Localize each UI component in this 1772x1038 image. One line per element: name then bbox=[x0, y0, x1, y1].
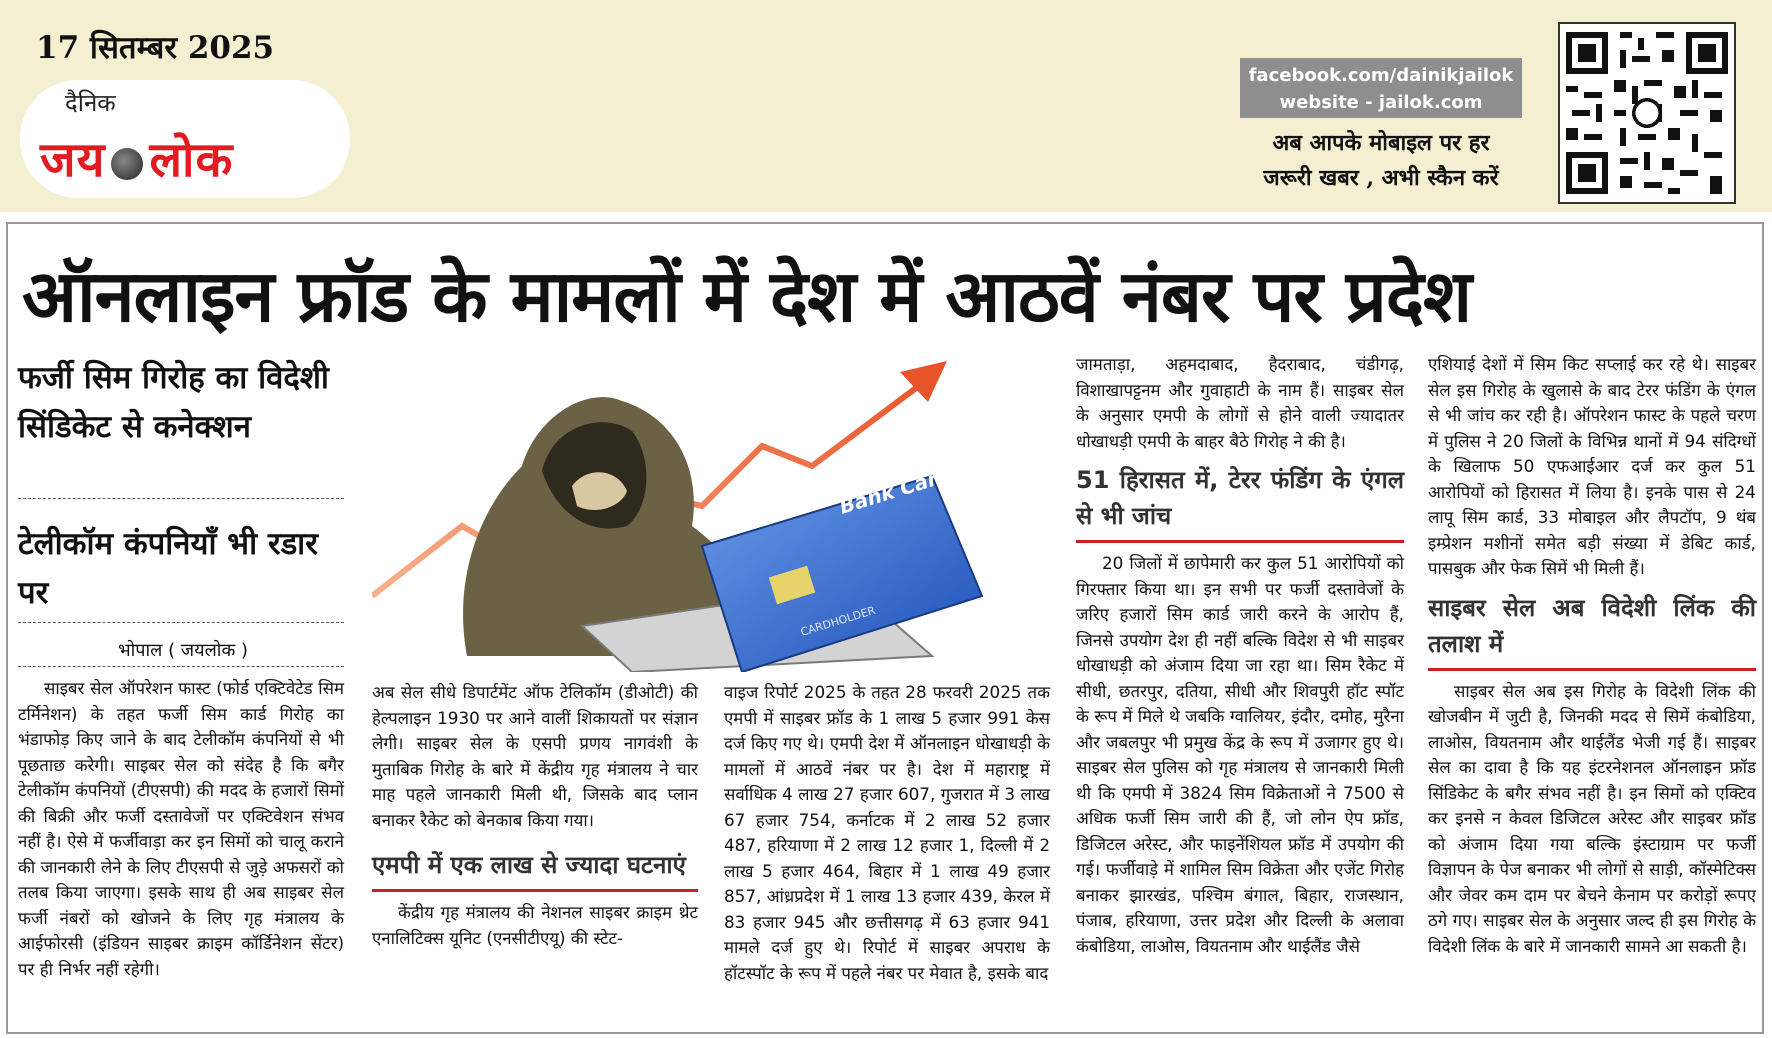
section-subhead: एमपी में एक लाख से ज्यादा घटनाएं bbox=[372, 847, 698, 892]
article-column-3 bbox=[724, 680, 1050, 986]
paragraph: एशियाई देशों में सिम किट सप्लाई कर रहे थे। साइबर सेल इस गिरोह के खुलासे के बाद टेरर फंडिंग के एंगल से भी जांच कर रही है। ऑपरेशन फास्ट के पहले चरण में पुलिस ने 20 जिलों के विभिन्न थानों में 94 संदिग्धों के खिलाफ 50 एफआईआर दर्ज कर कुल 51 आरोपियों को हिरासत में लिया है। इनके पास से 24 लापू सिम कार्ड, 33 मोबाइल और लैपटॉप, 9 थंब इम्प्रेशन मशीनों समेत बड़ी संख्या में डेबिट कार्ड, पासबुक और फेक सिमें भी मिली हैं। bbox=[1428, 354, 1756, 578]
logo-small-text: दैनिक bbox=[65, 89, 116, 117]
paragraph: अब सेल सीधे डिपार्टमेंट ऑफ टेलिकॉम (डीओटी) की हेल्पलाइन 1930 पर आने वालीं शिकायतों पर संज्ञान लेगी। साइबर सेल के एसपी प्रणय नागवंशी के मुताबिक गिरोह के बारे में केंद्रीय गृह मंत्रालय ने चार माह पहले जानकारी मिली थी, जिसके बाद प्लान बनाकर रैकेट को बेनकाब किया गया। bbox=[372, 682, 698, 830]
section-subhead: साइबर सेल अब विदेशी लिंक की तलाश में bbox=[1428, 590, 1756, 671]
issue-date: 17 सितम्बर 2025 bbox=[36, 30, 275, 66]
paragraph: 20 जिलों में छापेमारी कर कुल 51 आरोपियों को गिरफ्तार किया था। इन सभी पर फर्जी दस्तावेजों के जरिए हजारों सिम कार्ड जारी करने के आरोप हैं, जिनसे उपयोग देश ही नहीं बल्कि विदेश से भी साइबर धोखाधड़ी को अंजाम दिया जा रहा था। सिम रैकेट में सीधी, छतरपुर, दतिया, सीधी और शिवपुरी हॉट स्पॉट के रूप में मिले थे जबकि ग्वालियर, इंदौर, दमोह, मुरैना और जबलपुर भी प्रमुख केंद्र के रूप में उजागर हुए थे। साइबर सेल पुलिस को गृह मंत्रालय से जानकारी मिली थी कि एमपी में 3824 सिम विक्रेताओं ने 7500 से अधिक फर्जी सिम जारी की हैं, जो लोन ऐप फ्रॉड, डिजिटल अरेस्ट, और फाइनेंशियल फ्रॉड में उपयोग की गई। फर्जीवाड़े में शामिल सिम विक्रेता और एजेंट गिरोह बनाकर झारखंड, पश्चिम बंगाल, बिहार, राजस्थान, पंजाब, हरियाणा, उत्तर प्रदेश और दिल्ली के अलावा कंबोडिया, लाओस, वियतनाम और थाईलैंड जैसे bbox=[1076, 553, 1404, 956]
logo-main-text bbox=[40, 126, 233, 191]
card-holder-label: CARDHOLDER bbox=[799, 603, 877, 639]
divider bbox=[18, 666, 344, 667]
scan-prompt bbox=[1236, 126, 1526, 196]
article-column-2 bbox=[372, 680, 698, 951]
newspaper-logo[interactable] bbox=[20, 80, 350, 198]
hacker-laptop-graphic bbox=[372, 356, 1072, 672]
article-column-1 bbox=[18, 676, 344, 982]
paragraph: केंद्रीय गृह मंत्रालय की नेशनल साइबर क्राइम थ्रेट एनालिटिक्स यूनिट (एनसीटीएयू) की स्टेट- bbox=[372, 902, 698, 948]
globe-icon bbox=[111, 148, 143, 180]
facebook-link[interactable]: facebook.com/dainikjailok bbox=[1248, 65, 1514, 86]
scan-line-1: अब आपके मोबाइल पर हर bbox=[1272, 130, 1490, 156]
qr-code-icon[interactable] bbox=[1558, 22, 1736, 204]
logo-word-right: लोक bbox=[149, 132, 234, 188]
article-headline: ऑनलाइन फ्रॉड के मामलों में देश में आठवें नंबर पर प्रदेश bbox=[22, 254, 1472, 338]
article-subhead-2: टेलीकॉम कंपनियाँ भी रडार पर bbox=[18, 526, 318, 611]
cyber-fraud-illustration bbox=[372, 356, 1072, 672]
divider bbox=[18, 622, 344, 623]
article-column-4 bbox=[1076, 352, 1404, 959]
social-links-box bbox=[1240, 58, 1522, 118]
section-subhead: 51 हिरासत में, टेरर फंडिंग के एंगल से भी जांच bbox=[1076, 462, 1404, 543]
scan-line-2: जरूरी खबर , अभी स्कैन करें bbox=[1263, 165, 1499, 191]
website-link[interactable]: website - jailok.com bbox=[1279, 92, 1483, 113]
article-column-5 bbox=[1428, 352, 1756, 959]
byline: भोपाल ( जयलोक ) bbox=[117, 640, 249, 661]
paragraph: वाइज रिपोर्ट 2025 के तहत 28 फरवरी 2025 तक एमपी में साइबर फ्रॉड के 1 लाख 5 हजार 991 केस दर्ज किए गए थे। एमपी देश में ऑनलाइन धोखाधड़ी के मामलों में आठवें नंबर पर है। देश में महाराष्ट्र में सर्वाधिक 4 लाख 27 हजार 607, गुजरात में 3 लाख 67 हजार 754, कर्नाटक में 2 लाख 52 हजार 487, हरियाणा में 2 लाख 12 हजार 1, दिल्ली में 2 लाख 5 हजार 464, बिहार में 1 लाख 49 हजार 857, आंध्रप्रदेश में 1 लाख 13 हजार 439, केरल में 83 हजार 945 और छत्तीसगढ़ में 63 हजार 941 मामले दर्ज हुए थे। रिपोर्ट में साइबर अपराध के हॉटस्पॉट के रूप में पहले नंबर पर मेवात है, इसके बाद bbox=[724, 682, 1050, 983]
qr-code-graphic bbox=[1560, 24, 1734, 202]
logo-word-left: जय bbox=[40, 132, 106, 188]
divider bbox=[18, 498, 344, 499]
paragraph: साइबर सेल अब इस गिरोह के विदेशी लिंक की खोजबीन में जुटी है, जिनकी मदद से सिमें कंबोडिया, लाओस, वियतनाम और थाईलैंड भेजी गई हैं। साइबर सेल का दावा है कि यह इंटरनेशनल ऑनलाइन फ्रॉड सिंडिकेट के बगैर संभव नहीं है। इन सिमों को एक्टिव कर इनसे न केवल डिजिटल अरेस्ट और साइबर फ्रॉड को अंजाम दिया गया बल्कि इंस्टाग्राम पर फर्जी विज्ञापन के पेज बनाकर भी लोगों से साड़ी, कॉस्मेटिक्स और जेवर कम दाम पर बेचने केनाम पर करोड़ों रूपए ठगे गए। साइबर सेल के अनुसार जल्द ही इस गिरोह के विदेशी लिंक के बारे में जानकारी सामने आ सकती है। bbox=[1428, 680, 1756, 956]
card-label: Bank Card bbox=[836, 462, 955, 519]
article-subhead-1: फर्जी सिम गिरोह का विदेशी सिंडिकेट से कनेक्शन bbox=[18, 360, 329, 445]
paragraph: साइबर सेल ऑपरेशन फास्ट (फोर्ड एक्टिवेटेड सिम टर्मिनेशन) के तहत फर्जी सिम कार्ड गिरोह का भंडाफोड़ किए जाने के बाद टेलीकॉम कंपनियों से भी पूछताछ करेगी। साइबर सेल को संदेह है कि बगैर टेलीकॉम कंपनियों (टीएसपी) की मदद के हजारों सिमों की बिक्री और फर्जी दस्तावेजों पर एक्टिवेशन संभव नहीं है। ऐसे में फर्जीवाड़ा कर इन सिमों को चालू कराने की जानकारी लेने के लिए टीएसपी से जुड़े अफसरों को तलब किया जाएगा। इसके साथ ही अब साइबर सेल फर्जी नंबरों को खोजने के लिए गृह मंत्रालय के आईफोरसी (इंडियन साइबर क्राइम कॉर्डिनेशन सेंटर) पर ही निर्भर नहीं रहेगी। bbox=[18, 678, 344, 979]
paragraph: जामताड़ा, अहमदाबाद, हैदराबाद, चंडीगढ़, विशाखापट्टनम और गुवाहाटी के नाम हैं। साइबर सेल के अनुसार एमपी के लोगों से होने वाली ज्यादातर धोखाधड़ी एमपी के बाहर बैठे गिरोह ने की है। bbox=[1076, 354, 1404, 451]
